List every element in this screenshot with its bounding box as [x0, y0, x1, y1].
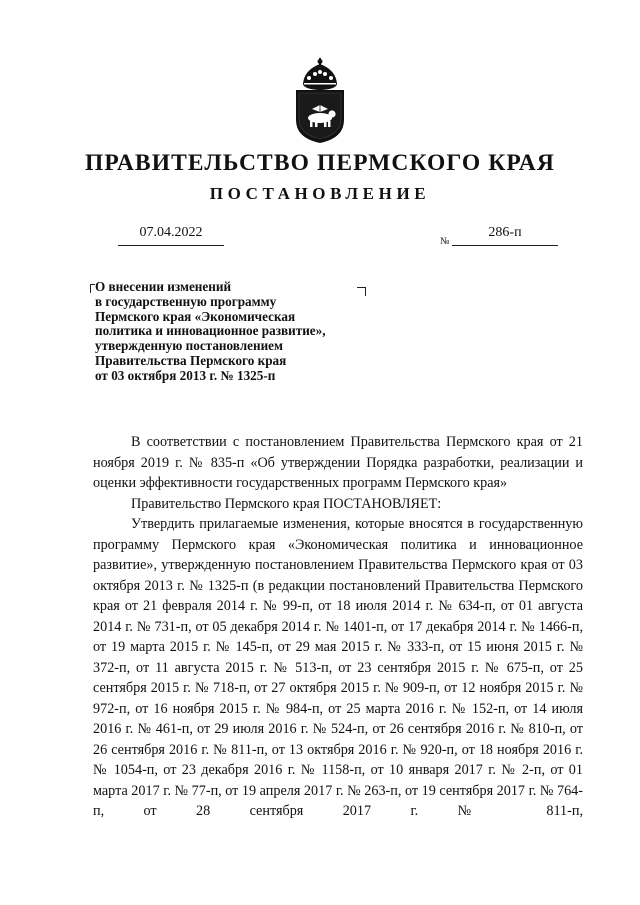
organization-title: ПРАВИТЕЛЬСТВО ПЕРМСКОГО КРАЯ [85, 150, 555, 176]
subject-line: утвержденную постановлением [95, 338, 284, 354]
resolution-paragraph: Правительство Пермского края ПОСТАНОВЛЯЕТ: [131, 495, 442, 512]
approval-paragraph: Утвердить прилагаемые изменения, которые вносятся в государственную программу Пермского края «Экономическая политика и инновационное развитие», утвержденную постановлением Правительства Пермского края от 03 октября 2013 г. № 1325-п (в редакции постановлений Правительства Пермского края от 21 февраля 2014 г. № 99-п, от 18 июля 2014 г. № 634-п, от 01 августа 2014 г. № 731-п, от 05 декабря 2014 г. № 1401-п, от 17 декабря 2014 г. № 1466-п, от 19 марта 2015 г. № 145-п, от 29 мая 2015 г. № 333-п, от 15 июня 2015 г. № 372-п, от 11 августа 2015 г. № 513-п, от 23 сентября 2015 г. № 675-п, от 25 сентября 2015 г. № 718-п, от 27 октября 2015 г. № 909-п, от 12 ноября 2015 г. № 972-п, от 16 ноября 2015 г. № 984-п, от 25 марта 2016 г. № 152-п, от 14 июля 2016 г. № 461-п, от 29 июля 2016 г. № 524-п, от 26 сентября 2016 г. № 810-п, от 26 сентября 2016 г. № 811-п, от 13 октября 2016 г. № 920-п, от 18 ноября 2016 г. № 1054-п, от 23 декабря 2016 г. № 1158-п, от 10 января 2017 г. № 2-п, от 01 марта 2017 г. № 77-п, от 19 апреля 2017 г. № 263-п, от 19 сентября 2017 г. № 764-п, от 28 сентября 2017 г. № 811-п, [93, 516, 583, 819]
preamble-paragraph: В соответствии с постановлением Правительства Пермского края от 21 ноября 2019 г. № 835-п «Об утверждении Порядка разработки, реализации и оценки эффективности государственных программ Пермского края» [93, 434, 583, 491]
coat-of-arms-icon [290, 58, 350, 144]
document-body [93, 432, 583, 822]
subject-line: в государственную программу [95, 293, 277, 309]
number-sign: № [440, 236, 450, 247]
document-number: 286-п [452, 225, 558, 246]
subject-line: политика и инновационное развитие», [95, 323, 326, 339]
document-type: ПОСТАНОВЛЕНИЕ [209, 184, 431, 203]
document-subject [95, 280, 385, 384]
subject-line: от 03 октября 2013 г. № 1325-п [95, 367, 276, 383]
document-date: 07.04.2022 [118, 225, 224, 246]
subject-line: Правительства Пермского края [95, 352, 287, 368]
subject-line: Пермского края «Экономическая [95, 308, 296, 324]
subject-line: О внесении изменений [95, 279, 232, 294]
